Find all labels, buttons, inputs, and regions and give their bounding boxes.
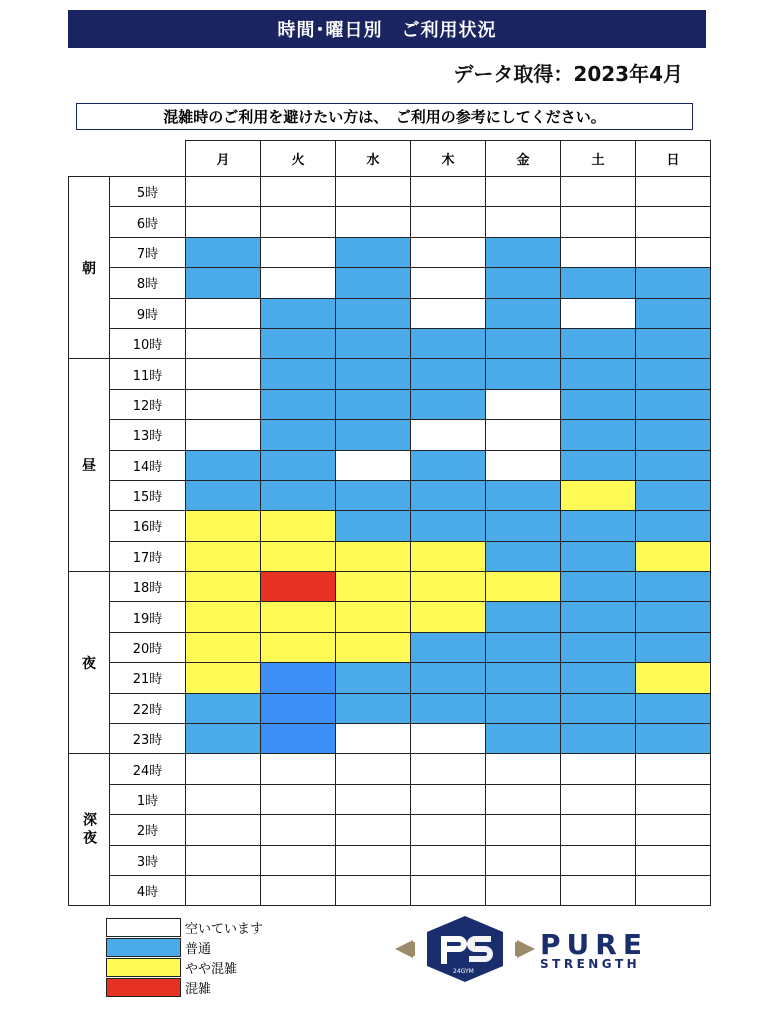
hour-label: 4時 bbox=[110, 875, 186, 905]
day-header: 月 bbox=[186, 141, 261, 177]
period-label: 夜 bbox=[69, 572, 110, 754]
usage-cell bbox=[261, 663, 336, 693]
usage-cell bbox=[561, 875, 636, 905]
hour-label: 20時 bbox=[110, 632, 186, 662]
usage-cell bbox=[486, 754, 561, 784]
usage-cell bbox=[186, 815, 261, 845]
period-label: 深夜 bbox=[69, 754, 110, 906]
usage-cell bbox=[261, 815, 336, 845]
day-header: 土 bbox=[561, 141, 636, 177]
hour-label: 5時 bbox=[110, 177, 186, 207]
usage-cell bbox=[336, 724, 411, 754]
usage-cell bbox=[561, 815, 636, 845]
hour-label: 19時 bbox=[110, 602, 186, 632]
usage-cell bbox=[411, 450, 486, 480]
hour-label: 11時 bbox=[110, 359, 186, 389]
usage-cell bbox=[186, 784, 261, 814]
usage-cell bbox=[186, 177, 261, 207]
day-header: 火 bbox=[261, 141, 336, 177]
usage-cell bbox=[186, 754, 261, 784]
usage-cell bbox=[486, 845, 561, 875]
usage-cell bbox=[636, 602, 711, 632]
usage-cell bbox=[636, 177, 711, 207]
usage-cell bbox=[261, 207, 336, 237]
usage-cell bbox=[261, 420, 336, 450]
usage-cell bbox=[561, 328, 636, 358]
usage-cell bbox=[261, 480, 336, 510]
usage-cell bbox=[186, 602, 261, 632]
hour-row bbox=[69, 632, 711, 662]
usage-cell bbox=[411, 572, 486, 602]
hour-row bbox=[69, 663, 711, 693]
hour-row bbox=[69, 511, 711, 541]
usage-cell bbox=[561, 754, 636, 784]
legend-label: やや混雑 bbox=[185, 961, 238, 977]
usage-cell bbox=[186, 268, 261, 298]
period-label: 昼 bbox=[69, 359, 110, 572]
usage-cell bbox=[411, 420, 486, 450]
legend-swatch bbox=[106, 958, 181, 977]
usage-cell bbox=[636, 754, 711, 784]
usage-cell bbox=[336, 389, 411, 419]
usage-cell bbox=[336, 663, 411, 693]
usage-cell bbox=[336, 298, 411, 328]
day-header: 日 bbox=[636, 141, 711, 177]
usage-cell bbox=[411, 389, 486, 419]
usage-cell bbox=[411, 237, 486, 267]
usage-cell bbox=[486, 572, 561, 602]
usage-cell bbox=[336, 177, 411, 207]
usage-cell bbox=[636, 268, 711, 298]
usage-cell bbox=[261, 724, 336, 754]
usage-cell bbox=[186, 511, 261, 541]
hour-label: 10時 bbox=[110, 328, 186, 358]
hour-row bbox=[69, 298, 711, 328]
usage-cell bbox=[486, 207, 561, 237]
usage-cell bbox=[336, 754, 411, 784]
legend-label: 混雑 bbox=[185, 981, 212, 997]
usage-cell bbox=[186, 724, 261, 754]
usage-cell bbox=[486, 420, 561, 450]
usage-cell bbox=[411, 845, 486, 875]
hour-label: 3時 bbox=[110, 845, 186, 875]
usage-cell bbox=[561, 511, 636, 541]
legend-swatch bbox=[106, 918, 181, 937]
hour-row bbox=[69, 177, 711, 207]
hour-label: 13時 bbox=[110, 420, 186, 450]
hour-label: 7時 bbox=[110, 237, 186, 267]
usage-cell bbox=[561, 541, 636, 571]
hour-row bbox=[69, 572, 711, 602]
usage-cell bbox=[336, 207, 411, 237]
usage-cell bbox=[561, 177, 636, 207]
page-title: 時間･曜日別 ご利用状況 bbox=[68, 10, 706, 48]
usage-cell bbox=[336, 632, 411, 662]
hour-row bbox=[69, 480, 711, 510]
logo-sub: 24GYM bbox=[453, 968, 474, 975]
usage-cell bbox=[336, 602, 411, 632]
usage-cell bbox=[261, 359, 336, 389]
usage-cell bbox=[261, 268, 336, 298]
usage-cell bbox=[636, 207, 711, 237]
corner-blank bbox=[69, 141, 110, 177]
usage-cell bbox=[186, 237, 261, 267]
usage-cell bbox=[186, 572, 261, 602]
usage-cell bbox=[486, 450, 561, 480]
usage-cell bbox=[561, 389, 636, 419]
usage-cell bbox=[486, 784, 561, 814]
usage-cell bbox=[636, 572, 711, 602]
usage-cell bbox=[636, 237, 711, 267]
legend-item bbox=[106, 917, 263, 937]
usage-grid bbox=[68, 140, 711, 906]
hour-row bbox=[69, 693, 711, 723]
usage-cell bbox=[261, 298, 336, 328]
usage-cell bbox=[411, 784, 486, 814]
usage-cell bbox=[636, 480, 711, 510]
pure-strength-logo bbox=[395, 914, 665, 984]
usage-cell bbox=[636, 815, 711, 845]
legend-item bbox=[106, 937, 263, 957]
usage-cell bbox=[261, 389, 336, 419]
usage-cell bbox=[561, 359, 636, 389]
usage-cell bbox=[261, 602, 336, 632]
usage-cell bbox=[261, 450, 336, 480]
hour-row bbox=[69, 784, 711, 814]
usage-cell bbox=[411, 511, 486, 541]
hour-label: 6時 bbox=[110, 207, 186, 237]
hour-label: 22時 bbox=[110, 693, 186, 723]
hour-label: 12時 bbox=[110, 389, 186, 419]
usage-cell bbox=[261, 511, 336, 541]
corner-blank-hour bbox=[110, 141, 186, 177]
usage-cell bbox=[636, 541, 711, 571]
hour-row bbox=[69, 724, 711, 754]
hour-label: 1時 bbox=[110, 784, 186, 814]
usage-cell bbox=[336, 420, 411, 450]
usage-cell bbox=[636, 328, 711, 358]
usage-cell bbox=[336, 480, 411, 510]
hour-row bbox=[69, 541, 711, 571]
usage-cell bbox=[261, 572, 336, 602]
usage-cell bbox=[186, 693, 261, 723]
usage-cell bbox=[186, 207, 261, 237]
usage-cell bbox=[486, 359, 561, 389]
usage-cell bbox=[261, 177, 336, 207]
usage-cell bbox=[561, 268, 636, 298]
hour-label: 2時 bbox=[110, 815, 186, 845]
usage-cell bbox=[336, 875, 411, 905]
usage-cell bbox=[261, 754, 336, 784]
legend-swatch bbox=[106, 978, 181, 997]
usage-cell bbox=[486, 389, 561, 419]
hour-label: 16時 bbox=[110, 511, 186, 541]
legend-item bbox=[106, 957, 263, 977]
day-header: 金 bbox=[486, 141, 561, 177]
hour-row bbox=[69, 207, 711, 237]
usage-cell bbox=[336, 511, 411, 541]
usage-cell bbox=[186, 875, 261, 905]
usage-cell bbox=[636, 693, 711, 723]
usage-cell bbox=[636, 632, 711, 662]
usage-cell bbox=[186, 663, 261, 693]
usage-cell bbox=[486, 724, 561, 754]
usage-cell bbox=[636, 511, 711, 541]
hour-row bbox=[69, 268, 711, 298]
usage-cell bbox=[336, 268, 411, 298]
usage-cell bbox=[561, 420, 636, 450]
legend-label: 普通 bbox=[185, 941, 212, 957]
usage-cell bbox=[186, 389, 261, 419]
usage-cell bbox=[411, 724, 486, 754]
usage-cell bbox=[411, 875, 486, 905]
usage-cell bbox=[411, 602, 486, 632]
logo-text-pure: PURE bbox=[540, 928, 648, 961]
day-header-row bbox=[69, 141, 711, 177]
notice-box: 混雑時のご利用を避けたい方は、 ご利用の参考にしてください。 bbox=[76, 103, 693, 130]
usage-cell bbox=[261, 784, 336, 814]
usage-cell bbox=[336, 815, 411, 845]
usage-cell bbox=[336, 359, 411, 389]
legend-swatch bbox=[106, 938, 181, 957]
data-date: データ取得：2023年4月 bbox=[453, 62, 683, 86]
usage-cell bbox=[186, 541, 261, 571]
usage-cell bbox=[411, 298, 486, 328]
hour-row bbox=[69, 754, 711, 784]
usage-cell bbox=[186, 420, 261, 450]
day-header: 水 bbox=[336, 141, 411, 177]
hour-label: 24時 bbox=[110, 754, 186, 784]
usage-cell bbox=[411, 359, 486, 389]
usage-cell bbox=[486, 298, 561, 328]
usage-cell bbox=[411, 328, 486, 358]
usage-cell bbox=[561, 845, 636, 875]
usage-cell bbox=[486, 268, 561, 298]
usage-cell bbox=[336, 572, 411, 602]
usage-cell bbox=[636, 298, 711, 328]
legend bbox=[106, 917, 263, 997]
usage-cell bbox=[486, 328, 561, 358]
usage-cell bbox=[261, 693, 336, 723]
usage-cell bbox=[561, 237, 636, 267]
usage-cell bbox=[486, 875, 561, 905]
hour-row bbox=[69, 602, 711, 632]
grid-body bbox=[69, 177, 711, 906]
usage-cell bbox=[336, 845, 411, 875]
usage-cell bbox=[186, 450, 261, 480]
usage-cell bbox=[411, 693, 486, 723]
day-header: 木 bbox=[411, 141, 486, 177]
usage-cell bbox=[411, 815, 486, 845]
usage-cell bbox=[411, 541, 486, 571]
hour-row bbox=[69, 328, 711, 358]
hour-row bbox=[69, 389, 711, 419]
hour-row bbox=[69, 450, 711, 480]
hour-label: 18時 bbox=[110, 572, 186, 602]
usage-cell bbox=[336, 450, 411, 480]
usage-cell bbox=[561, 784, 636, 814]
usage-cell bbox=[636, 420, 711, 450]
usage-cell bbox=[486, 511, 561, 541]
usage-cell bbox=[411, 207, 486, 237]
usage-cell bbox=[561, 572, 636, 602]
usage-cell bbox=[636, 389, 711, 419]
usage-cell bbox=[486, 632, 561, 662]
hour-label: 14時 bbox=[110, 450, 186, 480]
usage-cell bbox=[486, 815, 561, 845]
usage-cell bbox=[411, 632, 486, 662]
usage-cell bbox=[561, 602, 636, 632]
usage-cell bbox=[636, 359, 711, 389]
hour-label: 15時 bbox=[110, 480, 186, 510]
usage-cell bbox=[186, 328, 261, 358]
usage-cell bbox=[336, 693, 411, 723]
hour-row bbox=[69, 875, 711, 905]
usage-cell bbox=[411, 480, 486, 510]
usage-cell bbox=[261, 237, 336, 267]
usage-cell bbox=[336, 784, 411, 814]
usage-cell bbox=[561, 207, 636, 237]
usage-cell bbox=[261, 541, 336, 571]
usage-cell bbox=[561, 632, 636, 662]
period-label: 朝 bbox=[69, 177, 110, 359]
hour-label: 21時 bbox=[110, 663, 186, 693]
usage-cell bbox=[261, 328, 336, 358]
usage-cell bbox=[261, 875, 336, 905]
hour-label: 9時 bbox=[110, 298, 186, 328]
usage-cell bbox=[186, 845, 261, 875]
usage-cell bbox=[486, 237, 561, 267]
usage-cell bbox=[336, 237, 411, 267]
usage-cell bbox=[486, 177, 561, 207]
usage-cell bbox=[261, 632, 336, 662]
hour-label: 8時 bbox=[110, 268, 186, 298]
usage-cell bbox=[186, 632, 261, 662]
legend-label: 空いています bbox=[185, 921, 264, 937]
usage-cell bbox=[486, 541, 561, 571]
usage-cell bbox=[561, 663, 636, 693]
usage-cell bbox=[186, 298, 261, 328]
hour-row bbox=[69, 815, 711, 845]
usage-cell bbox=[561, 724, 636, 754]
usage-cell bbox=[411, 177, 486, 207]
usage-cell bbox=[561, 450, 636, 480]
usage-cell bbox=[186, 359, 261, 389]
usage-cell bbox=[336, 541, 411, 571]
usage-cell bbox=[486, 663, 561, 693]
usage-cell bbox=[261, 845, 336, 875]
hour-row bbox=[69, 845, 711, 875]
hour-label: 17時 bbox=[110, 541, 186, 571]
usage-cell bbox=[336, 328, 411, 358]
usage-cell bbox=[486, 602, 561, 632]
hour-row bbox=[69, 420, 711, 450]
usage-cell bbox=[636, 450, 711, 480]
hour-label: 23時 bbox=[110, 724, 186, 754]
usage-cell bbox=[411, 268, 486, 298]
usage-cell bbox=[411, 754, 486, 784]
legend-item bbox=[106, 977, 263, 997]
usage-cell bbox=[636, 724, 711, 754]
usage-cell bbox=[486, 480, 561, 510]
usage-cell bbox=[636, 663, 711, 693]
usage-cell bbox=[561, 480, 636, 510]
hour-row bbox=[69, 237, 711, 267]
usage-cell bbox=[561, 298, 636, 328]
usage-cell bbox=[186, 480, 261, 510]
usage-cell bbox=[411, 663, 486, 693]
usage-cell bbox=[561, 693, 636, 723]
usage-cell bbox=[636, 875, 711, 905]
logo-text-strength: STRENGTH bbox=[540, 957, 641, 971]
usage-cell bbox=[636, 845, 711, 875]
usage-cell bbox=[636, 784, 711, 814]
logo-mark-icon bbox=[395, 914, 535, 984]
usage-cell bbox=[486, 693, 561, 723]
hour-row bbox=[69, 359, 711, 389]
